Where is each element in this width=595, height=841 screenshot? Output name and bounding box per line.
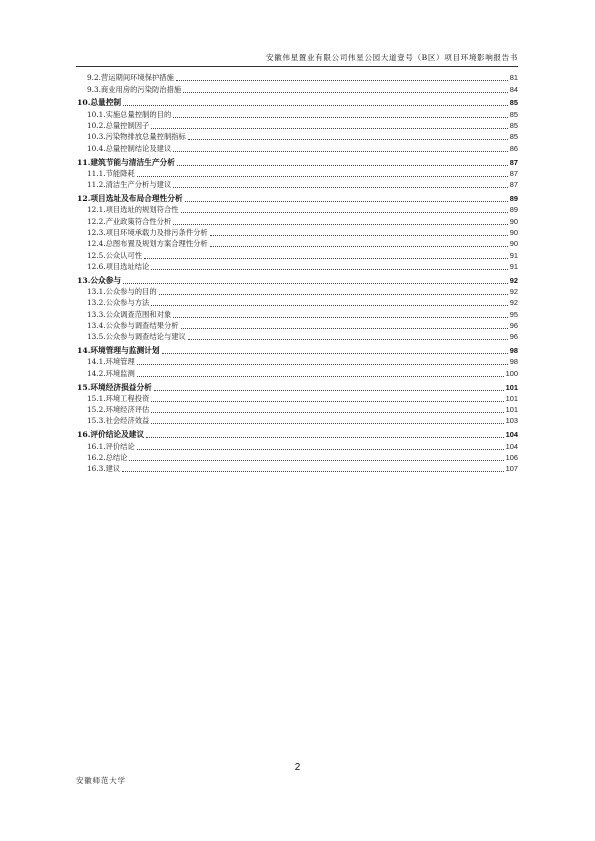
toc-entry-title: 14.1.环境管理 [87,357,135,367]
toc-dot-leader [137,175,508,177]
toc-entry-page: 100 [505,368,518,378]
running-header: 安徽伟星置业有限公司伟星公园大道壹号（B区）项目环境影响报告书 [76,52,518,67]
toc-entry-title: 12.1.项目选址的规划符合性 [87,205,179,215]
toc-entry-page: 85 [509,132,518,142]
toc-entry-title: 16.评价结论及建议 [77,430,145,440]
toc-dot-leader [210,234,508,236]
toc-dot-leader [151,422,503,424]
page-number: 2 [294,762,301,773]
toc-entry-page: 85 [509,109,518,119]
toc-section-entry[interactable] [77,108,518,119]
toc-dot-leader [181,211,508,213]
toc-chapter-entry[interactable] [77,154,518,168]
toc-entry-title: 9.3.商业用房的污染防治措施 [87,84,182,94]
toc-section-entry[interactable] [77,367,518,378]
toc-dot-leader [159,293,508,295]
toc-dot-leader [188,338,508,340]
toc-entry-page: 87 [509,180,518,190]
toc-dot-leader [151,127,507,129]
toc-entry-page: 90 [509,216,518,226]
toc-dot-leader [146,436,503,438]
toc-dot-leader [173,223,508,225]
toc-dot-leader [173,186,508,188]
toc-entry-title: 16.3.建议 [87,464,121,474]
toc-entry-page: 92 [509,298,518,308]
toc-entry-title: 13.3.公众调查范围和对象 [87,309,172,319]
toc-dot-leader [173,116,508,118]
toc-section-entry[interactable] [77,415,518,426]
toc-entry-page: 98 [509,346,518,356]
toc-entry-page: 104 [505,430,518,440]
toc-dot-leader [137,363,508,365]
toc-chapter-entry[interactable] [77,95,518,109]
toc-dot-leader [129,459,503,461]
toc-entry-title: 13.2.公众参与方法 [87,298,150,308]
toc-section-entry[interactable] [77,215,518,226]
toc-chapter-entry[interactable] [77,272,518,286]
toc-entry-page: 106 [505,452,518,462]
toc-dot-leader [210,245,508,247]
toc-entry-page: 89 [509,194,518,204]
toc-entry-title: 10.总量控制 [77,98,122,108]
toc-dot-leader [137,375,504,377]
toc-section-entry[interactable] [77,463,518,474]
toc-section-entry[interactable] [77,308,518,319]
toc-section-entry[interactable] [77,440,518,451]
toc-dot-leader [151,411,503,413]
toc-entry-title: 13.4.公众参与调查结果分析 [87,320,179,330]
toc-entry-page: 91 [509,250,518,260]
toc-section-entry[interactable] [77,286,518,297]
toc-dot-leader [188,138,508,140]
toc-entry-page: 90 [509,239,518,249]
toc-dot-leader [176,79,508,81]
toc-entry-page: 101 [505,393,518,403]
toc-entry-page: 84 [509,84,518,94]
toc-section-entry[interactable] [77,331,518,342]
toc-section-entry[interactable] [77,131,518,142]
toc-section-entry[interactable] [77,120,518,131]
toc-entry-title: 14.环境管理与监测计划 [77,346,160,356]
toc-entry-title: 15.1.环境工程投资 [87,393,150,403]
toc-entry-title: 15.2.环境经济评估 [87,405,150,415]
toc-dot-leader [151,268,507,270]
toc-entry-page: 89 [509,205,518,215]
toc-section-entry[interactable] [77,179,518,190]
toc-entry-page: 85 [509,98,518,108]
toc-entry-title: 12.5.公众认可性 [87,250,143,260]
toc-dot-leader [173,316,508,318]
toc-entry-title: 12.3.项目环境承载力及排污条件分析 [87,227,208,237]
toc-entry-page: 104 [505,441,518,451]
toc-entry-title: 10.2.总量控制因子 [87,121,150,131]
toc-dot-leader [162,352,508,354]
toc-section-entry[interactable] [77,452,518,463]
toc-entry-page: 98 [509,357,518,367]
toc-section-entry[interactable] [77,168,518,179]
toc-entry-title: 12.2.产业政策符合性分析 [87,216,172,226]
toc-section-entry[interactable] [77,404,518,415]
toc-section-entry[interactable] [77,320,518,331]
toc-entry-title: 16.2.总结论 [87,452,128,462]
toc-section-entry[interactable] [77,72,518,83]
table-of-contents [77,72,518,474]
toc-dot-leader [185,200,508,202]
toc-entry-title: 11.1.节能降耗 [87,168,135,178]
toc-section-entry[interactable] [77,249,518,260]
footer-institution: 安徽师范大学 [76,776,126,785]
toc-section-entry[interactable] [77,238,518,249]
toc-dot-leader [123,282,508,284]
toc-entry-title: 11.2.清洁生产分析与建议 [87,180,172,190]
toc-dot-leader [181,327,508,329]
toc-entry-title: 13.公众参与 [77,275,122,285]
toc-entry-page: 91 [509,261,518,271]
toc-entry-page: 101 [505,405,518,415]
toc-chapter-entry[interactable] [77,342,518,356]
toc-dot-leader [151,400,503,402]
toc-entry-title: 14.2.环境监测 [87,368,135,378]
toc-section-entry[interactable] [77,227,518,238]
toc-entry-title: 11.建筑节能与清洁生产分析 [77,157,175,167]
toc-entry-page: 107 [505,464,518,474]
toc-entry-page: 85 [509,121,518,131]
toc-entry-page: 92 [509,275,518,285]
toc-dot-leader [122,470,503,472]
toc-entry-page: 92 [509,287,518,297]
toc-entry-page: 96 [509,332,518,342]
toc-dot-leader [137,448,504,450]
toc-entry-page: 87 [509,157,518,167]
toc-entry-page: 101 [505,382,518,392]
toc-entry-page: 95 [509,309,518,319]
toc-entry-page: 103 [505,416,518,426]
toc-entry-title: 12.项目选址及布局合理性分析 [77,194,183,204]
toc-dot-leader [177,164,508,166]
toc-entry-page: 96 [509,320,518,330]
toc-dot-leader [123,104,508,106]
toc-entry-title: 15.3.社会经济效益 [87,416,150,426]
toc-section-entry[interactable] [77,142,518,153]
toc-entry-page: 90 [509,227,518,237]
toc-section-entry[interactable] [77,297,518,308]
toc-entry-page: 86 [509,143,518,153]
toc-dot-leader [144,257,508,259]
toc-entry-title: 15.环境经济损益分析 [77,382,152,392]
toc-chapter-entry[interactable] [77,190,518,204]
toc-entry-title: 16.1.评价结论 [87,441,135,451]
toc-section-entry[interactable] [77,393,518,404]
toc-entry-title: 13.5.公众参与调查结论与建议 [87,332,186,342]
toc-dot-leader [173,150,508,152]
toc-chapter-entry[interactable] [77,426,518,440]
toc-section-entry[interactable] [77,204,518,215]
toc-entry-title: 9.2.营运期间环境保护措施 [87,73,174,83]
toc-dot-leader [151,304,507,306]
toc-dot-leader [154,389,504,391]
toc-section-entry[interactable] [77,261,518,272]
toc-entry-title: 12.4.总图布置及规划方案合理性分析 [87,239,208,249]
toc-chapter-entry[interactable] [77,379,518,393]
toc-entry-title: 13.1.公众参与的目的 [87,287,157,297]
toc-section-entry[interactable] [77,356,518,367]
toc-entry-title: 10.3.污染物排放总量控制指标 [87,132,186,142]
toc-dot-leader [183,91,508,93]
toc-entry-page: 81 [509,73,518,83]
toc-entry-page: 87 [509,168,518,178]
toc-section-entry[interactable] [77,83,518,94]
toc-entry-title: 10.4.总量控制结论及建议 [87,143,172,153]
toc-entry-title: 12.6.项目选址结论 [87,261,150,271]
toc-entry-title: 10.1.实施总量控制的目的 [87,109,172,119]
